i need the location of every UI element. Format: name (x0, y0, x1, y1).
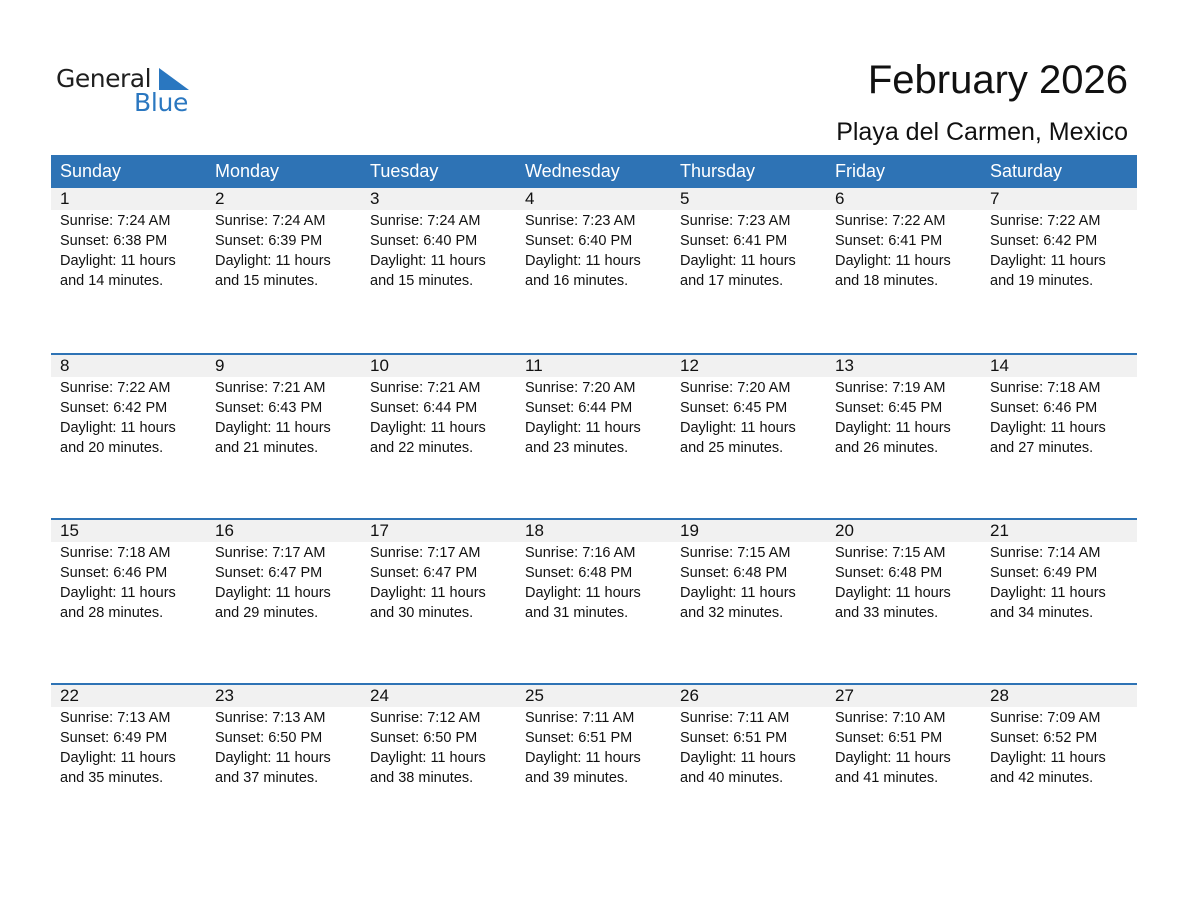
daylight-text: Daylight: 11 hours (680, 253, 796, 269)
day-info-row (51, 377, 1137, 458)
daylight-minutes-text: and 29 minutes. (215, 605, 319, 621)
sunset-text: Sunset: 6:44 PM (370, 400, 478, 416)
daylight-text: Daylight: 11 hours (60, 253, 176, 269)
sunset-text: Sunset: 6:46 PM (60, 565, 168, 581)
day-cell (51, 211, 206, 291)
sunset-text: Sunset: 6:41 PM (835, 233, 943, 249)
day-number: 23 (215, 686, 234, 705)
day-number: 13 (835, 356, 854, 375)
daylight-text: Daylight: 11 hours (215, 585, 331, 601)
daylight-minutes-text: and 17 minutes. (680, 273, 784, 289)
daylight-minutes-text: and 41 minutes. (835, 770, 939, 786)
daylight-text: Daylight: 11 hours (990, 420, 1106, 436)
weekday-header-cell: Thursday (680, 161, 756, 181)
daylight-minutes-text: and 35 minutes. (60, 770, 164, 786)
day-cell (361, 211, 516, 291)
day-number: 24 (370, 686, 389, 705)
day-cell (516, 211, 671, 291)
weekday-header-cell: Tuesday (370, 161, 439, 181)
day-info-row (51, 210, 1137, 291)
day-number-band (51, 355, 1137, 377)
day-number: 14 (990, 356, 1009, 375)
sunrise-text: Sunrise: 7:22 AM (60, 380, 171, 396)
daylight-minutes-text: and 38 minutes. (370, 770, 474, 786)
calendar-grid (51, 155, 1137, 848)
daylight-text: Daylight: 11 hours (370, 585, 486, 601)
sunrise-text: Sunrise: 7:23 AM (680, 213, 791, 229)
day-info-row (51, 707, 1137, 788)
daylight-text: Daylight: 11 hours (60, 750, 176, 766)
day-cell (981, 211, 1137, 291)
day-number: 28 (990, 686, 1009, 705)
day-number: 16 (215, 521, 234, 540)
day-cell (981, 378, 1137, 458)
daylight-text: Daylight: 11 hours (835, 750, 951, 766)
sunrise-text: Sunrise: 7:17 AM (370, 545, 481, 561)
daylight-minutes-text: and 15 minutes. (215, 273, 319, 289)
day-cell (51, 543, 206, 623)
day-cell (361, 378, 516, 458)
day-number-band (51, 520, 1137, 542)
sunset-text: Sunset: 6:48 PM (680, 565, 788, 581)
generalblue-logo (56, 64, 196, 120)
daylight-minutes-text: and 31 minutes. (525, 605, 629, 621)
day-cell (51, 378, 206, 458)
daylight-minutes-text: and 21 minutes. (215, 440, 319, 456)
sunset-text: Sunset: 6:51 PM (680, 730, 788, 746)
sunrise-text: Sunrise: 7:21 AM (370, 380, 481, 396)
day-number: 8 (60, 356, 70, 375)
day-number: 20 (835, 521, 854, 540)
day-number: 2 (215, 189, 225, 208)
daylight-minutes-text: and 22 minutes. (370, 440, 474, 456)
sunrise-text: Sunrise: 7:13 AM (60, 710, 171, 726)
daylight-text: Daylight: 11 hours (525, 420, 641, 436)
day-cell (206, 708, 361, 788)
day-number: 25 (525, 686, 544, 705)
day-cell (206, 211, 361, 291)
day-number: 26 (680, 686, 699, 705)
sunrise-text: Sunrise: 7:11 AM (525, 710, 635, 726)
sunrise-text: Sunrise: 7:09 AM (990, 710, 1101, 726)
daylight-minutes-text: and 14 minutes. (60, 273, 164, 289)
weekday-header (51, 155, 1137, 188)
daylight-text: Daylight: 11 hours (525, 253, 641, 269)
sunrise-text: Sunrise: 7:18 AM (60, 545, 171, 561)
calendar-weeks (51, 188, 1137, 848)
day-number: 10 (370, 356, 389, 375)
week-row (51, 683, 1137, 848)
sunset-text: Sunset: 6:51 PM (835, 730, 943, 746)
sunset-text: Sunset: 6:48 PM (835, 565, 943, 581)
sunset-text: Sunset: 6:42 PM (990, 233, 1098, 249)
day-number: 21 (990, 521, 1009, 540)
daylight-minutes-text: and 28 minutes. (60, 605, 164, 621)
weekday-header-cell: Friday (835, 161, 886, 181)
day-cell (206, 543, 361, 623)
sunrise-text: Sunrise: 7:17 AM (215, 545, 326, 561)
daylight-text: Daylight: 11 hours (215, 253, 331, 269)
day-cell (361, 543, 516, 623)
sunrise-text: Sunrise: 7:18 AM (990, 380, 1101, 396)
sunrise-text: Sunrise: 7:22 AM (990, 213, 1101, 229)
daylight-text: Daylight: 11 hours (990, 253, 1106, 269)
week-row (51, 353, 1137, 518)
sunrise-text: Sunrise: 7:10 AM (835, 710, 946, 726)
day-cell (826, 211, 981, 291)
weekday-header-cell: Sunday (60, 161, 122, 181)
sunrise-text: Sunrise: 7:19 AM (835, 380, 946, 396)
day-cell (361, 708, 516, 788)
sunset-text: Sunset: 6:41 PM (680, 233, 788, 249)
day-number: 22 (60, 686, 79, 705)
day-cell (206, 378, 361, 458)
day-number: 5 (680, 189, 690, 208)
sunset-text: Sunset: 6:45 PM (680, 400, 788, 416)
daylight-minutes-text: and 18 minutes. (835, 273, 939, 289)
location-subtitle: Playa del Carmen, Mexico (836, 118, 1128, 146)
day-number-band (51, 188, 1137, 210)
daylight-minutes-text: and 37 minutes. (215, 770, 319, 786)
sunset-text: Sunset: 6:40 PM (525, 233, 633, 249)
day-cell (516, 378, 671, 458)
daylight-text: Daylight: 11 hours (990, 750, 1106, 766)
daylight-minutes-text: and 16 minutes. (525, 273, 629, 289)
sunset-text: Sunset: 6:51 PM (525, 730, 633, 746)
daylight-minutes-text: and 27 minutes. (990, 440, 1094, 456)
sunset-text: Sunset: 6:47 PM (370, 565, 478, 581)
day-cell (826, 543, 981, 623)
daylight-minutes-text: and 23 minutes. (525, 440, 629, 456)
day-cell (826, 708, 981, 788)
sunset-text: Sunset: 6:47 PM (215, 565, 323, 581)
daylight-text: Daylight: 11 hours (990, 585, 1106, 601)
day-number: 12 (680, 356, 699, 375)
day-number: 17 (370, 521, 389, 540)
day-cell (516, 708, 671, 788)
sunset-text: Sunset: 6:39 PM (215, 233, 323, 249)
sunset-text: Sunset: 6:48 PM (525, 565, 633, 581)
daylight-text: Daylight: 11 hours (835, 585, 951, 601)
day-cell (981, 708, 1137, 788)
daylight-text: Daylight: 11 hours (680, 420, 796, 436)
logo-word-blue: Blue (134, 88, 189, 117)
daylight-text: Daylight: 11 hours (525, 750, 641, 766)
daylight-text: Daylight: 11 hours (60, 585, 176, 601)
week-row (51, 518, 1137, 683)
sunset-text: Sunset: 6:38 PM (60, 233, 168, 249)
sunset-text: Sunset: 6:50 PM (215, 730, 323, 746)
day-cell (671, 708, 826, 788)
page-title: February 2026 (867, 58, 1128, 102)
day-number: 15 (60, 521, 79, 540)
day-number-band (51, 685, 1137, 707)
daylight-minutes-text: and 20 minutes. (60, 440, 164, 456)
sunrise-text: Sunrise: 7:21 AM (215, 380, 326, 396)
day-number: 4 (525, 189, 535, 208)
sunrise-text: Sunrise: 7:24 AM (215, 213, 326, 229)
sunrise-text: Sunrise: 7:24 AM (60, 213, 171, 229)
daylight-minutes-text: and 19 minutes. (990, 273, 1094, 289)
daylight-text: Daylight: 11 hours (370, 420, 486, 436)
daylight-minutes-text: and 40 minutes. (680, 770, 784, 786)
sunset-text: Sunset: 6:40 PM (370, 233, 478, 249)
daylight-text: Daylight: 11 hours (370, 750, 486, 766)
daylight-minutes-text: and 39 minutes. (525, 770, 629, 786)
daylight-text: Daylight: 11 hours (680, 750, 796, 766)
sunset-text: Sunset: 6:46 PM (990, 400, 1098, 416)
week-row (51, 188, 1137, 353)
weekday-header-cell: Saturday (990, 161, 1063, 181)
day-number: 18 (525, 521, 544, 540)
daylight-text: Daylight: 11 hours (680, 585, 796, 601)
sunrise-text: Sunrise: 7:12 AM (370, 710, 481, 726)
daylight-minutes-text: and 34 minutes. (990, 605, 1094, 621)
daylight-minutes-text: and 42 minutes. (990, 770, 1094, 786)
day-cell (51, 708, 206, 788)
sunset-text: Sunset: 6:49 PM (990, 565, 1098, 581)
daylight-minutes-text: and 25 minutes. (680, 440, 784, 456)
daylight-text: Daylight: 11 hours (525, 585, 641, 601)
sunset-text: Sunset: 6:43 PM (215, 400, 323, 416)
daylight-text: Daylight: 11 hours (60, 420, 176, 436)
day-number: 7 (990, 189, 1000, 208)
daylight-text: Daylight: 11 hours (215, 750, 331, 766)
day-cell (981, 543, 1137, 623)
daylight-text: Daylight: 11 hours (835, 253, 951, 269)
daylight-minutes-text: and 30 minutes. (370, 605, 474, 621)
sunset-text: Sunset: 6:44 PM (525, 400, 633, 416)
sunrise-text: Sunrise: 7:16 AM (525, 545, 636, 561)
daylight-minutes-text: and 26 minutes. (835, 440, 939, 456)
daylight-text: Daylight: 11 hours (835, 420, 951, 436)
triangle-flag-icon (159, 68, 189, 90)
weekday-header-cell: Wednesday (525, 161, 620, 181)
daylight-text: Daylight: 11 hours (370, 253, 486, 269)
sunrise-text: Sunrise: 7:15 AM (680, 545, 791, 561)
daylight-minutes-text: and 33 minutes. (835, 605, 939, 621)
daylight-minutes-text: and 15 minutes. (370, 273, 474, 289)
sunrise-text: Sunrise: 7:20 AM (525, 380, 636, 396)
day-number: 6 (835, 189, 845, 208)
logo-word-general: General (56, 64, 152, 93)
day-number: 11 (525, 356, 543, 375)
day-cell (826, 378, 981, 458)
sunrise-text: Sunrise: 7:24 AM (370, 213, 481, 229)
sunset-text: Sunset: 6:49 PM (60, 730, 168, 746)
daylight-text: Daylight: 11 hours (215, 420, 331, 436)
sunrise-text: Sunrise: 7:14 AM (990, 545, 1101, 561)
day-number: 9 (215, 356, 225, 375)
day-cell (671, 378, 826, 458)
day-cell (516, 543, 671, 623)
day-cell (671, 211, 826, 291)
day-cell (671, 543, 826, 623)
sunset-text: Sunset: 6:50 PM (370, 730, 478, 746)
sunset-text: Sunset: 6:42 PM (60, 400, 168, 416)
daylight-minutes-text: and 32 minutes. (680, 605, 784, 621)
day-info-row (51, 542, 1137, 623)
day-number: 27 (835, 686, 854, 705)
sunset-text: Sunset: 6:52 PM (990, 730, 1098, 746)
day-number: 19 (680, 521, 699, 540)
sunrise-text: Sunrise: 7:15 AM (835, 545, 946, 561)
day-number: 1 (60, 189, 70, 208)
sunrise-text: Sunrise: 7:23 AM (525, 213, 636, 229)
sunrise-text: Sunrise: 7:11 AM (680, 710, 790, 726)
sunrise-text: Sunrise: 7:20 AM (680, 380, 791, 396)
sunrise-text: Sunrise: 7:13 AM (215, 710, 326, 726)
weekday-header-cell: Monday (215, 161, 280, 181)
sunrise-text: Sunrise: 7:22 AM (835, 213, 946, 229)
day-number: 3 (370, 189, 380, 208)
sunset-text: Sunset: 6:45 PM (835, 400, 943, 416)
